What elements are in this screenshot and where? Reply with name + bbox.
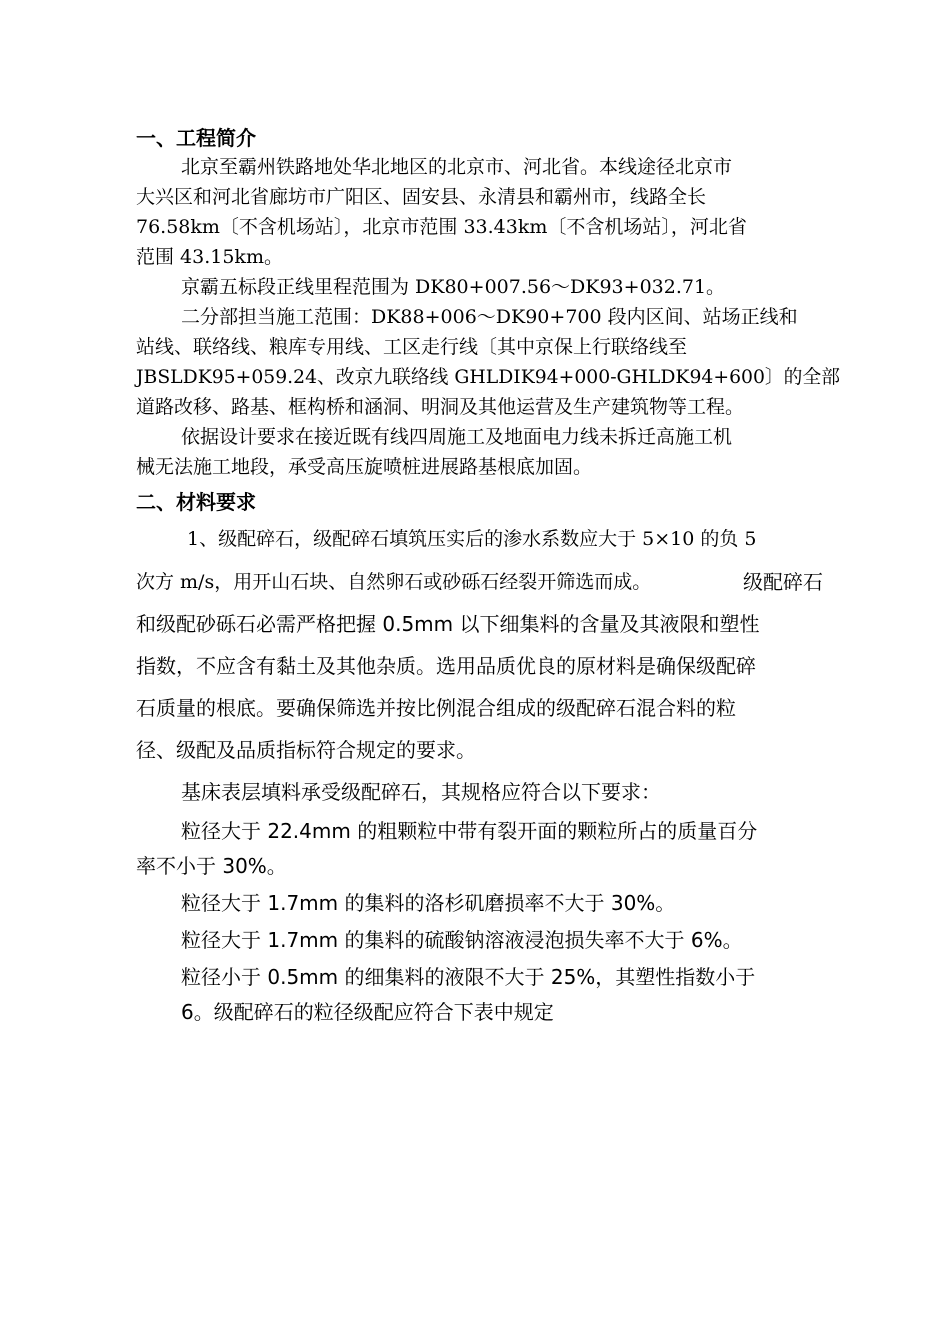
section-1-heading: 一、工程简介 bbox=[136, 126, 256, 150]
paragraph-line: 和级配砂砾石必需严格把握 0.5mm 以下细集料的含量及其液限和塑性 bbox=[136, 612, 760, 636]
section-2-heading: 二、材料要求 bbox=[136, 490, 256, 514]
paragraph-line: 站线、联络线、粮库专用线、工区走行线〔其中京保上行联络线至 bbox=[136, 336, 688, 358]
paragraph-line: 基床表层填料承受级配碎石，其规格应符合以下要求： bbox=[181, 780, 661, 804]
paragraph-line: 指数，不应含有黏土及其他杂质。选用品质优良的原材料是确保级配碎 bbox=[136, 654, 756, 678]
paragraph-line: 京霸五标段正线里程范围为 DK80+007.56～DK93+032.71。 bbox=[181, 276, 726, 298]
paragraph-line: 76.58km〔不含机场站〕，北京市范围 33.43km〔不含机场站〕，河北省 bbox=[136, 216, 747, 238]
paragraph-line: 北京至霸州铁路地处华北地区的北京市、河北省。本线途径北京市 bbox=[181, 156, 733, 178]
paragraph-line: 6。级配碎石的粒径级配应符合下表中规定 bbox=[181, 1000, 554, 1024]
paragraph-line: 二分部担当施工范围：DK88+006～DK90+700 段内区间、站场正线和 bbox=[181, 306, 798, 328]
paragraph-line: 道路改移、路基、框构桥和涵洞、明洞及其他运营及生产建筑物等工程。 bbox=[136, 396, 745, 418]
paragraph-line: 率不小于 30%。 bbox=[136, 854, 287, 878]
paragraph-line: 粒径小于 0.5mm 的细集料的液限不大于 25%，其塑性指数小于 bbox=[181, 965, 756, 989]
paragraph-line: 依据设计要求在接近既有线四周施工及地面电力线未拆迁高施工机 bbox=[181, 426, 733, 448]
paragraph-line: 级配碎石 bbox=[743, 570, 823, 594]
paragraph-line: 粒径大于 1.7mm 的集料的洛杉矶磨损率不大于 30%。 bbox=[181, 891, 676, 915]
paragraph-line: 粒径大于 22.4mm 的粗颗粒中带有裂开面的颗粒所占的质量百分 bbox=[181, 819, 758, 843]
paragraph-line: 次方 m/s，用开山石块、自然卵石或砂砾石经裂开筛选而成。 bbox=[136, 571, 652, 593]
paragraph-line: 石质量的根底。要确保筛选并按比例混合组成的级配碎石混合料的粒 bbox=[136, 696, 736, 720]
paragraph-line: 大兴区和河北省廊坊市广阳区、固安县、永清县和霸州市，线路全长 bbox=[136, 186, 707, 208]
paragraph-line: JBSLDK95+059.24、改京九联络线 GHLDIK94+000-GHLDK94+600〕的全部 bbox=[136, 366, 840, 388]
paragraph-line: 范围 43.15km。 bbox=[136, 246, 283, 268]
paragraph-line: 粒径大于 1.7mm 的集料的硫酸钠溶液浸泡损失率不大于 6%。 bbox=[181, 928, 743, 952]
paragraph-line: 径、级配及品质指标符合规定的要求。 bbox=[136, 738, 476, 762]
paragraph-line: 1、级配碎石，级配碎石填筑压实后的渗水系数应大于 5×10 的负 5 bbox=[187, 528, 757, 550]
paragraph-line: 械无法施工地段，承受高压旋喷桩进展路基根底加固。 bbox=[136, 456, 593, 478]
